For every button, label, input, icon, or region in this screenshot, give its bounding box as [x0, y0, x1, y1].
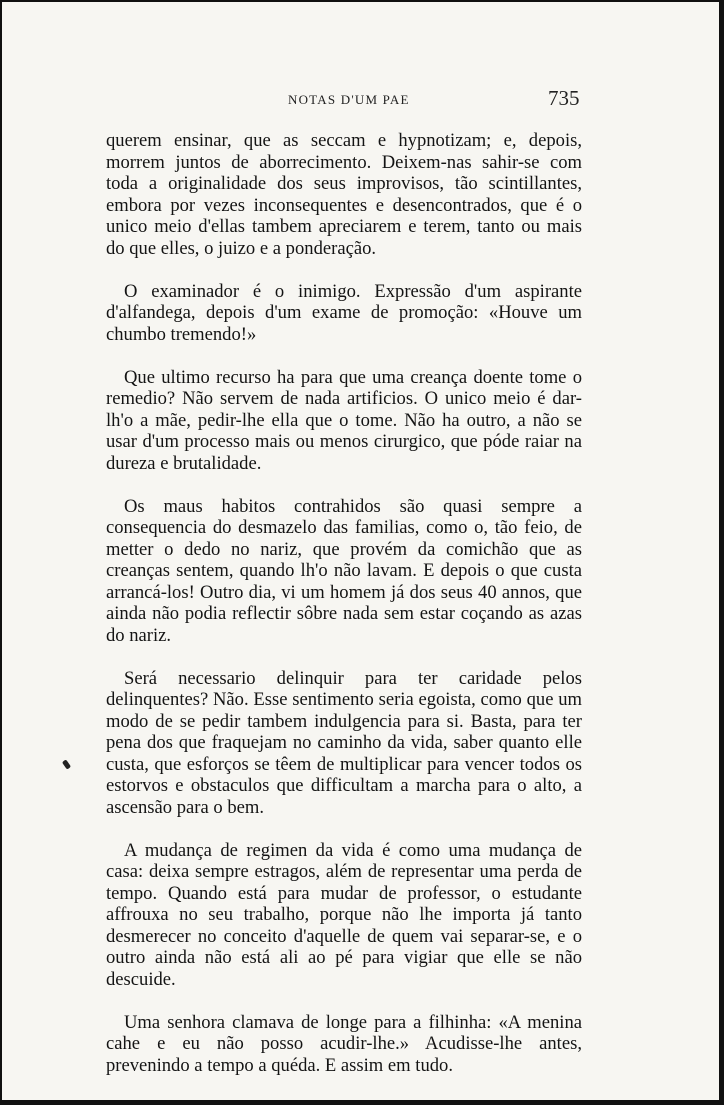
ink-mark — [62, 759, 71, 769]
running-title: NOTAS D'UM PAE — [288, 92, 410, 107]
paragraph-maus-habitos: Os maus habitos contrahidos são quasi sempre a consequencia do desmazelo das familias, como o, tão feio, de metter o dedo no nariz, que provém da comichão que as creanças sentem, quando lh'o não lavam. E depois o que custa arrancá-los! Outro dia, vi um homem já dos seus 40 annos, que ainda não podia reflectir sôbre nada sem estar coçando as azas do nariz. — [106, 495, 582, 646]
page-header — [2, 86, 719, 114]
book-page — [2, 2, 719, 1100]
body-text — [106, 130, 582, 1098]
paragraph-caridade: Será necessario delinquir para ter caridade pelos delinquentes? Não. Esse sentimento seria egoista, como que um modo de se pedir tambem indulgencia para si. Basta, para ter pena dos que fraquejam no caminho da vida, saber quanto elle custa, que esforços se têem de multiplicar para vencer todos os estorvos e obstaculos que difficultam a marcha para o alto, a ascensão para o bem. — [106, 667, 582, 818]
paragraph-senhora: Uma senhora clamava de longe para a filhinha: «A menina cahe e eu não posso acudir-lhe.» Acudisse-lhe antes, prevenindo a tempo a quéda. E assim em tudo. — [106, 1011, 582, 1076]
paragraph-examinador: O examinador é o inimigo. Expressão d'um aspirante d'alfandega, depois d'um exame de promoção: «Houve um chumbo tremendo!» — [106, 280, 582, 345]
paragraph-continuation: querem ensinar, que as seccam e hypnotizam; e, depois, morrem juntos de aborrecimento. Deixem-nas sahir-se com toda a originalidade dos seus improvisos, tão scintillantes, embora por vezes inconsequentes e desencontrados, que é o unico meio d'ellas tambem apreciarem e terem, tanto ou mais do que elles, o juizo e a ponderação. — [106, 130, 582, 259]
paragraph-mudanca: A mudança de regimen da vida é como uma mudança de casa: deixa sempre estragos, além de representar uma perda de tempo. Quando está para mudar de professor, o estudante affrouxa no seu trabalho, porque não lhe importa já tanto desmerecer no conceito d'aquelle de quem vai separar-se, e o outro ainda não está ali ao pé para vigiar que elle se não descuide. — [106, 839, 582, 990]
paragraph-remedio: Que ultimo recurso ha para que uma creança doente tome o remedio? Não servem de nada artificios. O unico meio é dar-lh'o a mãe, pedir-lhe ella que o tome. Não ha outro, a não se usar d'um processo mais ou menos cirurgico, que póde raiar na dureza e brutalidade. — [106, 366, 582, 474]
page-number: 735 — [548, 86, 580, 110]
